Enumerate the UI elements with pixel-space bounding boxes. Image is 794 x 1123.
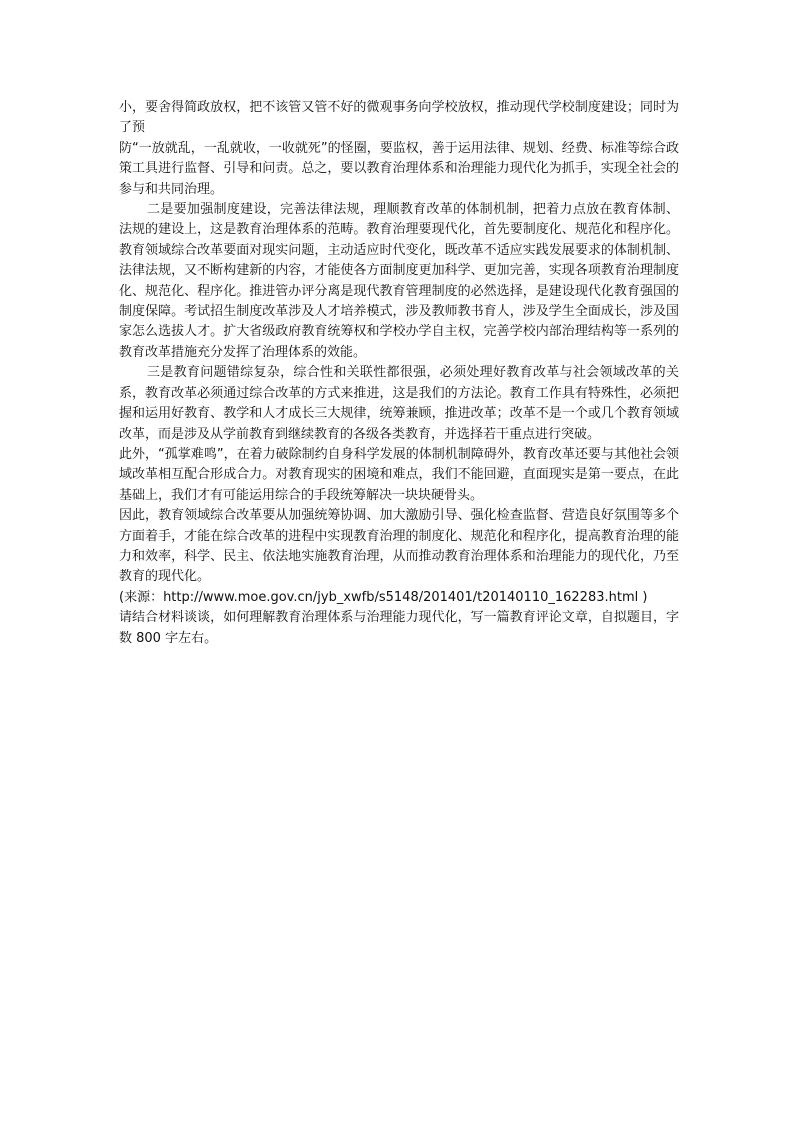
source-citation: (来源：http://www.moe.gov.cn/jyb_xwfb/s5148/201401/t20140110_162283.html ) [119, 589, 648, 605]
essay-prompt: 请结合材料谈谈，如何理解教育治理体系与治理能力现代化，写一篇教育评论文章，自拟题目，字数 800 字左右。 [119, 610, 679, 646]
paragraph-point-three: 三是教育问题错综复杂，综合性和关联性都很强，必须处理好教育改革与社会领域改革的关系，教育改革必须通过综合改革的方式来推进，这是我们的方法论。教育工作具有特殊性，必须把握和运用好教育、教学和人才成长三大规律，统筹兼顾，推进改革；改革不是一个或几个教育领域改革，而是涉及从学前教育到继续教育的各级各类教育，并选择若干重点进行突破。 [119, 365, 679, 442]
document-body [119, 98, 679, 649]
paragraph-continuation: 小，要舍得简政放权，把不该管又管不好的微观事务向学校放权，推动现代学校制度建设；同时为了预 [119, 100, 679, 136]
paragraph-point-two: 二是要加强制度建设，完善法律法规，理顺教育改革的体制机制，把着力点放在教育体制、法规的建设上，这是教育治理体系的范畴。教育治理要现代化，首先要制度化、规范化和程序化。教育领域综合改革要面对现实问题，主动适应时代变化，既改革不适应实践发展要求的体制机制、法律法规，又不断构建新的内容，才能使各方面制度更加科学、更加完善，实现各项教育治理制度化、规范化、程序化。推进管办评分离是现代教育管理制度的必然选择，是建设现代化教育强国的制度保障。考试招生制度改革涉及人才培养模式，涉及教师教书育人，涉及学生全面成长，涉及国家怎么选拔人才。扩大省级政府教育统筹权和学校办学自主权，完善学校内部治理结构等一系列的教育改革措施充分发挥了治理体系的效能。 [119, 202, 679, 360]
paragraph-conclusion: 因此，教育领域综合改革要从加强统筹协调、加大激励引导、强化检查监督、营造良好氛围等多个方面着手，才能在综合改革的进程中实现教育治理的制度化、规范化和程序化，提高教育治理的能力和效率，科学、民主、依法地实施教育治理，从而推动教育治理体系和治理能力的现代化，乃至教育的现代化。 [119, 508, 679, 585]
paragraph-prevention: 防“一放就乱，一乱就收，一收就死”的怪圈，要监权，善于运用法律、规划、经费、标准等综合政策工具进行监督、引导和问责。总之，要以教育治理体系和治理能力现代化为抓手，实现全社会的参与和共同治理。 [119, 140, 679, 197]
paragraph-in-addition: 此外，“孤掌难鸣”，在着力破除制约自身科学发展的体制机制障碍外，教育改革还要与其他社会领域改革相互配合形成合力。对教育现实的困境和难点，我们不能回避，直面现实是第一要点，在此基础上，我们才有可能运用综合的手段统筹解决一块块硬骨头。 [119, 446, 679, 503]
